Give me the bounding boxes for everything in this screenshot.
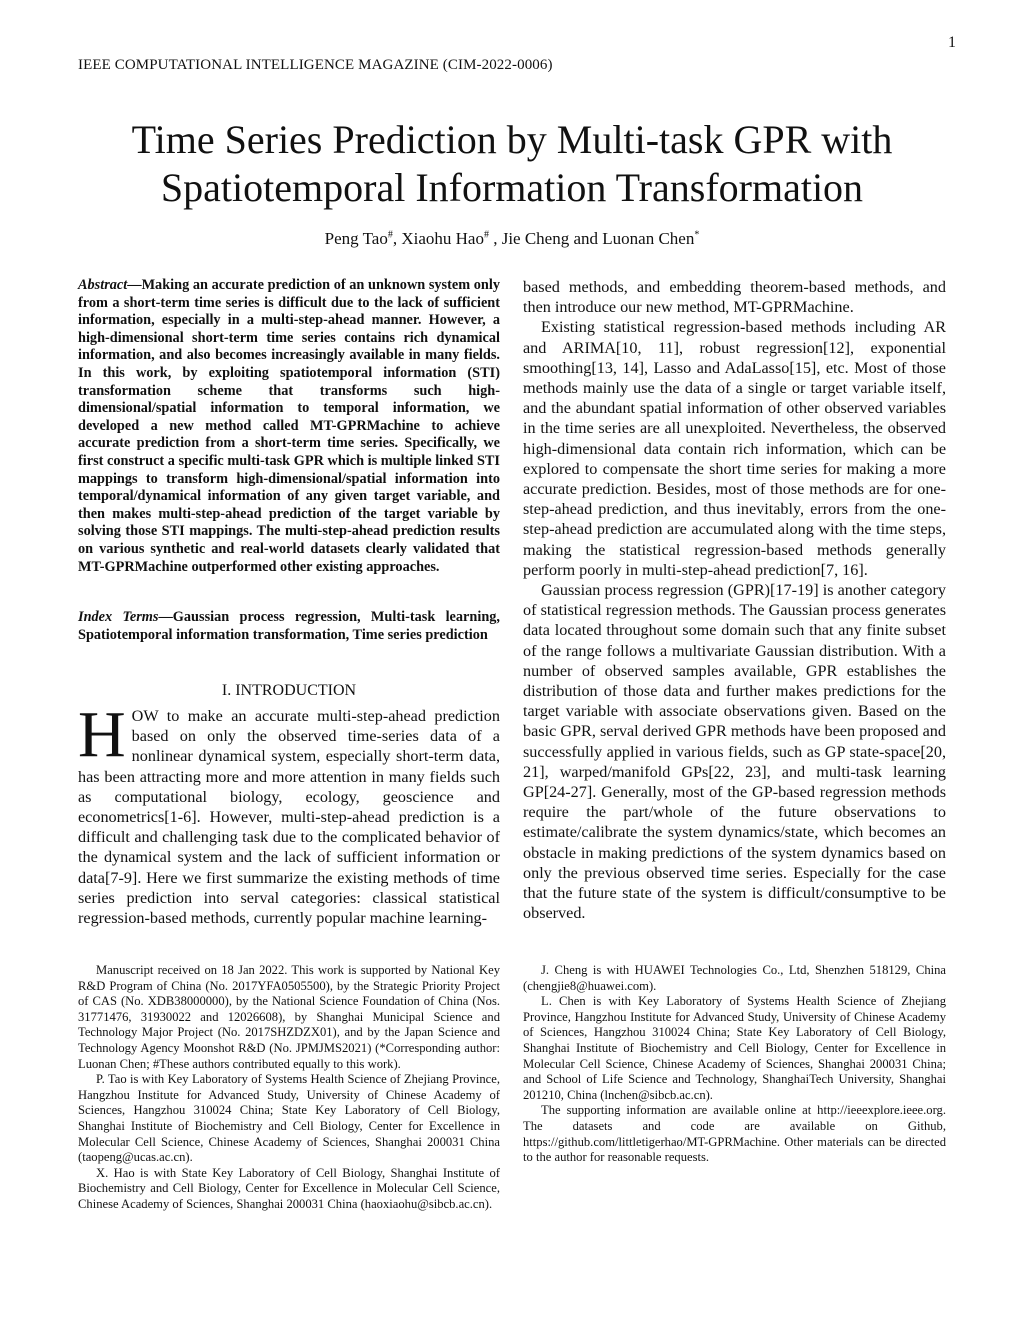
index-terms-label: Index Terms bbox=[78, 609, 159, 625]
author-2: , Xiaohu Hao bbox=[392, 229, 484, 248]
intro-left-column bbox=[78, 698, 500, 928]
abstract bbox=[78, 277, 500, 576]
intro-paragraph-1 bbox=[78, 698, 500, 928]
footnotes-left bbox=[78, 963, 500, 1213]
author-list bbox=[60, 229, 964, 249]
abstract-text: —Making an accurate prediction of an unknown system only from a short-term time series is difficult due to the lack of sufficient information, especially in a multi-step-ahead manner. However, a high-dimensional short-term time series contains rich dynamical information, and also becomes increasingly available in many fields. In this work, by exploiting spatiotemporal information (STI) transformation scheme that transforms such high-dimensional/spatial information to temporal information, we developed a new method called MT-GPRMachine to achieve accurate prediction from a short-term time series. Specifically, we first construct a specific multi-task GPR which is multiple linked STI mappings to transform high-dimensional/spatial information into temporal/dynamical information of any given target variable, and then makes multi-step-ahead prediction of the target variable by solving those STI mappings. The multi-step-ahead prediction results on various synthetic and real-world datasets clearly validated that MT-GPRMachine outperformed other existing approaches. bbox=[78, 277, 500, 575]
footnote-author-cheng: J. Cheng is with HUAWEI Technologies Co., Ltd, Shenzhen 518129, China (chengjie8@huawei.com). bbox=[523, 963, 946, 993]
author-1: Peng Tao bbox=[324, 229, 388, 248]
footnote-supporting-info: The supporting information are available online at http://ieeexplore.ieee.org. The datasets and code are available on Github, https://github.com/littletigerhao/MT-GPRMachine. Other materials can be directed to the author for reasonable requests. bbox=[523, 1103, 946, 1165]
footnote-author-chen: L. Chen is with Key Laboratory of Systems Health Science of Zhejiang Province, Hangzhou Institute for Advanced Study, University of Chinese Academy of Sciences, Hangzhou 310024 China; State Key Laboratory of Cell Biology, Shanghai Institute of Biochemistry and Cell Biology, Center for Excellence in Molecular Cell Science, Chinese Academy of Sciences, Shanghai 200031 China; and School of Life Science and Technology, ShanghaiTech University, Shanghai 201210, China (lnchen@sibcb.ac.cn). bbox=[523, 994, 946, 1102]
abstract-label: Abstract bbox=[78, 277, 128, 293]
journal-header: IEEE COMPUTATIONAL INTELLIGENCE MAGAZINE (CIM-2022-0006) bbox=[78, 57, 553, 73]
intro-right-column bbox=[523, 277, 946, 924]
footnote-manuscript: Manuscript received on 18 Jan 2022. This work is supported by National Key R&D Program of China (No. 2017YFA0505500), by the Strategic Priority Project of CAS (No. XDB38000000), by the National Science Foundation of China (Nos. 31771476, 31930022 and 12026608), by Shanghai Municipal Science and Technology Major Project (No. 2017SHZDZX01), and by the Japan Science and Technology Agency Moonshot R&D (No. JPMJMS2021) (*Corresponding author: Luonan Chen; #These authors contributed equally to this work). bbox=[78, 963, 500, 1071]
intro-paragraph-2: Existing statistical regression-based methods including AR and ARIMA[10, 11], robust regression[12], exponential smoothing[13, 14], Lasso and AdaLasso[15], etc. Most of those methods mainly use the data of a single or target variable itself, and the abundant spatial information of other observed variables in the time series are all unexploited. Nevertheless, the observed high-dimensional data contain rich information, which can be explored to compensate the short time series for making a more accurate prediction. Besides, most of those methods are for one-step-ahead prediction, and thus inevitably, errors from the one-step-ahead prediction are accumulated along with the time steps, making the statistical regression-based methods generally perform poorly in multi-step-ahead prediction[7, 16]. bbox=[523, 318, 946, 579]
corresponding-mark: * bbox=[694, 229, 700, 241]
page-number: 1 bbox=[948, 34, 956, 51]
footnote-author-hao: X. Hao is with State Key Laboratory of Cell Biology, Shanghai Institute of Biochemistry and Cell Biology, Center for Excellence in Molecular Cell Science, Chinese Academy of Sciences, Shanghai 200031 China (haoxiaohu@sibcb.ac.cn). bbox=[78, 1165, 500, 1211]
index-terms bbox=[78, 609, 500, 644]
intro-paragraph-1-text: OW to make an accurate multi-step-ahead prediction based on only the observed time-series data of a nonlinear dynamical system, especially short-term data, has been attracting more and more attention in many fields such as computational biology, ecology, geoscience and econometrics[1-6]. However, multi-step-ahead prediction is a difficult and challenging task due to the complicated behavior of the dynamical system and the lack of sufficient information or data[7-9]. Here we first summarize the existing methods of time series prediction into serval categories: classical statistical regression-based methods, currently popular machine learning- bbox=[78, 707, 500, 928]
intro-paragraph-1-continued: based methods, and embedding theorem-based methods, and then introduce our new method, MT-GPRMachine. bbox=[523, 278, 946, 317]
intro-paragraph-3: Gaussian process regression (GPR)[17-19] is another category of statistical regression methods. The Gaussian process generates data located throughout some domain such that any finite subset of the range follows a multivariate Gaussian distribution. With a number of observed samples available, GPR establishes the distribution of those data and further makes predictions for the target variable with associate observations given. Based on the basic GPR, serval derived GPR methods have been proposed and successfully applied in various fields, such as GP state-space[20, 21], warped/manifold GPs[22, 23], and multi-task learning GP[24-27]. Generally, most of the GP-based regression methods require the part/whole of the future observations to estimate/calibrate the system dynamics/state, which becomes an obstacle in making predictions of the system dynamics based on only the previous observed time series. Especially for the case that the future state of the system is difficult/consumptive to be observed. bbox=[523, 581, 946, 923]
title-line-2: Spatiotemporal Information Transformation bbox=[160, 165, 864, 210]
authors-rest: , Jie Cheng and Luonan Chen bbox=[488, 229, 695, 248]
section-heading-introduction: I. INTRODUCTION bbox=[221, 682, 357, 699]
footnotes-right bbox=[523, 963, 946, 1166]
equal-contrib-mark-2: # bbox=[483, 229, 489, 241]
paper-title bbox=[60, 116, 964, 212]
equal-contrib-mark-1: # bbox=[387, 229, 393, 241]
drop-cap: H bbox=[78, 698, 126, 771]
title-line-1: Time Series Prediction by Multi-task GPR with bbox=[131, 117, 893, 162]
index-terms-text: —Gaussian process regression, Multi-task learning, Spatiotemporal information transformation, Time series prediction bbox=[78, 609, 500, 643]
footnote-author-tao: P. Tao is with Key Laboratory of Systems Health Science of Zhejiang Province, Hangzhou Institute for Advanced Study, University of Chinese Academy of Sciences, Hangzhou 310024 China; State Key Laboratory of Cell Biology, Shanghai Institute of Biochemistry and Cell Biology, Center for Excellence in Molecular Cell Science, Chinese Academy of Sciences, Shanghai 200031 China (taopeng@ucas.ac.cn). bbox=[78, 1072, 500, 1165]
